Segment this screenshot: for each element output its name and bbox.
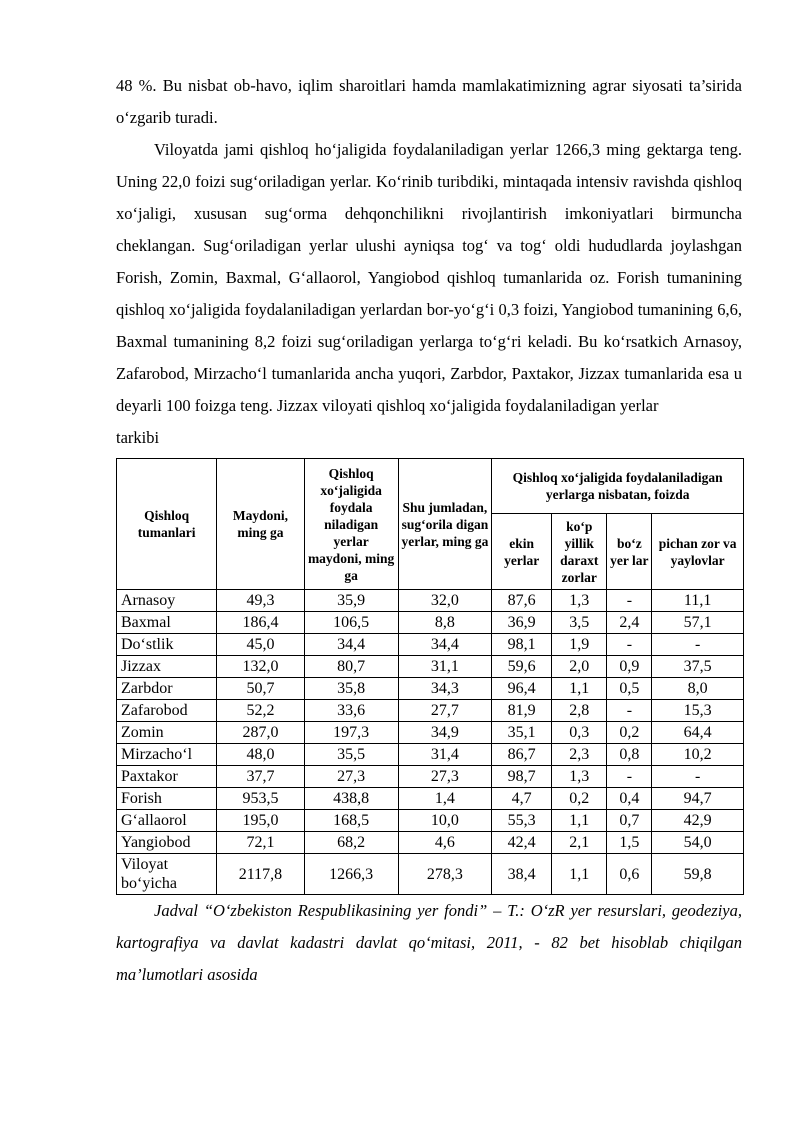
district-name-cell: Forish: [117, 788, 217, 810]
table-cell: 168,5: [304, 810, 398, 832]
table-cell: 0,9: [607, 656, 652, 678]
total-label-line1: Viloyat: [121, 856, 169, 873]
table-cell: 287,0: [217, 722, 304, 744]
district-name-cell: Jizzax: [117, 656, 217, 678]
table-cell: 34,9: [398, 722, 492, 744]
paragraph-1: 48 %. Bu nisbat ob-havo, iqlim sharoitlari hamda mamlakatimizning agrar siyosati ta’sirida o‘zgarib turadi.: [116, 76, 742, 127]
header-percent-group: Qishloq xo‘jaligida foydalaniladigan yerlarga nisbatan, foizda: [492, 459, 744, 514]
table-cell: 31,1: [398, 656, 492, 678]
table-cell: 438,8: [304, 788, 398, 810]
total-cell: 1266,3: [304, 854, 398, 895]
land-use-table: [116, 458, 744, 895]
table-cell: 0,4: [607, 788, 652, 810]
table-cell: 98,1: [492, 634, 552, 656]
table-cell: 2,8: [552, 700, 607, 722]
table-body: [117, 590, 744, 854]
total-cell: 278,3: [398, 854, 492, 895]
total-cell: 38,4: [492, 854, 552, 895]
table-cell: 27,3: [398, 766, 492, 788]
table-cell: -: [607, 700, 652, 722]
table-cell: 195,0: [217, 810, 304, 832]
table-cell: 2,0: [552, 656, 607, 678]
paragraph-2: Viloyatda jami qishloq ho‘jaligida foydalaniladigan yerlar 1266,3 ming gektarga teng. Uning 22,0 foizi sug‘oriladigan yerlar. Ko‘rinib turibdiki, mintaqada intensiv ravishda qishloq xo‘jaligi, xususan sug‘orma dehqonchilikni rivojlantirish imkoniyatlari birmuncha cheklangan. Sug‘oriladigan yerlar ulushi ayniqsa tog‘ va tog‘ oldi hududlarda joylashgan Forish, Zomin, Baxmal, G‘allaorol, Yangiobod qishloq tumanlarida oz. Forish tumanining qishloq xo‘jaligida foydalaniladigan yerlardan bor-yo‘g‘i 0,3 foizi, Yangiobod tumanining 6,6, Baxmal tumanining 8,2 foizi sug‘oriladigan yerlarga to‘g‘ri keladi. Bu ko‘rsatkich Arnasoy, Zafarobod, Mirzacho‘l tumanlarida ancha yuqori, Zarbdor, Paxtakor, Jizzax tumanlarida esa u deyarli 100 foizga teng. Jizzax viloyati qishloq xo‘jaligida foydalaniladigan yerlar: [116, 140, 742, 415]
district-name-cell: Zomin: [117, 722, 217, 744]
table-cell: -: [607, 590, 652, 612]
table-cell: 953,5: [217, 788, 304, 810]
table-total-row: [117, 854, 744, 895]
table-cell: 48,0: [217, 744, 304, 766]
table-cell: 42,9: [652, 810, 744, 832]
table-cell: 81,9: [492, 700, 552, 722]
table-cell: 34,4: [398, 634, 492, 656]
table-cell: 35,5: [304, 744, 398, 766]
district-name-cell: Zarbdor: [117, 678, 217, 700]
paragraph-2-tail: tarkibi: [116, 428, 160, 447]
district-name-cell: Baxmal: [117, 612, 217, 634]
table-row: [117, 766, 744, 788]
table-cell: 54,0: [652, 832, 744, 854]
table-cell: 52,2: [217, 700, 304, 722]
table-cell: 98,7: [492, 766, 552, 788]
table-row: [117, 678, 744, 700]
table-cell: 2,3: [552, 744, 607, 766]
table-cell: 94,7: [652, 788, 744, 810]
district-name-cell: Arnasoy: [117, 590, 217, 612]
table-cell: 186,4: [217, 612, 304, 634]
total-label: [117, 854, 217, 895]
table-cell: 34,4: [304, 634, 398, 656]
total-label-line2: bo‘yicha: [121, 875, 177, 892]
header-fallow: bo‘z yer lar: [607, 514, 652, 590]
table-cell: 49,3: [217, 590, 304, 612]
header-arable: ekin yerlar: [492, 514, 552, 590]
header-agri-area: Qishloq xo‘jaligida foydala niladigan yerlar maydoni, ming ga: [304, 459, 398, 590]
table-cell: 11,1: [652, 590, 744, 612]
table-cell: 57,1: [652, 612, 744, 634]
document-page: [116, 70, 742, 991]
table-cell: 35,1: [492, 722, 552, 744]
table-cell: 8,8: [398, 612, 492, 634]
table-cell: 0,2: [607, 722, 652, 744]
district-name-cell: G‘allaorol: [117, 810, 217, 832]
table-cell: 96,4: [492, 678, 552, 700]
table-cell: 59,6: [492, 656, 552, 678]
table-row: [117, 656, 744, 678]
table-cell: 1,5: [607, 832, 652, 854]
table-cell: 10,0: [398, 810, 492, 832]
table-cell: 4,6: [398, 832, 492, 854]
table-cell: 37,5: [652, 656, 744, 678]
table-cell: 68,2: [304, 832, 398, 854]
total-cell: 1,1: [552, 854, 607, 895]
table-cell: 1,3: [552, 766, 607, 788]
table-row: [117, 832, 744, 854]
table-cell: 2,1: [552, 832, 607, 854]
table-cell: 8,0: [652, 678, 744, 700]
table-cell: 0,7: [607, 810, 652, 832]
table-cell: -: [607, 766, 652, 788]
table-cell: 64,4: [652, 722, 744, 744]
table-cell: 80,7: [304, 656, 398, 678]
header-perennial: ko‘p yillik daraxt zorlar: [552, 514, 607, 590]
total-cell: 2117,8: [217, 854, 304, 895]
table-source-caption: Jadval “O‘zbekiston Respublikasining yer fondi” – T.: O‘zR yer resurslari, geodeziya, kartografiya va davlat kadastri davlat qo‘mitasi, 2011, - 82 bet hisoblab chiqilgan ma’lumotlari asosida: [116, 901, 742, 984]
header-irrigated: Shu jumladan, sug‘orila digan yerlar, ming ga: [398, 459, 492, 590]
district-name-cell: Zafarobod: [117, 700, 217, 722]
table-cell: 15,3: [652, 700, 744, 722]
table-cell: 2,4: [607, 612, 652, 634]
table-row: [117, 700, 744, 722]
table-cell: 55,3: [492, 810, 552, 832]
table-cell: 0,3: [552, 722, 607, 744]
district-name-cell: Do‘stlik: [117, 634, 217, 656]
district-name-cell: Yangiobod: [117, 832, 217, 854]
header-pasture: pichan zor va yaylovlar: [652, 514, 744, 590]
table-cell: -: [652, 634, 744, 656]
table-cell: 4,7: [492, 788, 552, 810]
table-cell: 35,9: [304, 590, 398, 612]
table-cell: 1,1: [552, 678, 607, 700]
district-name-cell: Mirzacho‘l: [117, 744, 217, 766]
table-cell: 1,3: [552, 590, 607, 612]
table-cell: 36,9: [492, 612, 552, 634]
table-cell: 33,6: [304, 700, 398, 722]
table-cell: 3,5: [552, 612, 607, 634]
table-cell: 1,9: [552, 634, 607, 656]
total-cell: 0,6: [607, 854, 652, 895]
table-cell: 1,4: [398, 788, 492, 810]
table-cell: -: [607, 634, 652, 656]
table-cell: 72,1: [217, 832, 304, 854]
district-name-cell: Paxtakor: [117, 766, 217, 788]
table-cell: 197,3: [304, 722, 398, 744]
total-cell: 59,8: [652, 854, 744, 895]
table-cell: 31,4: [398, 744, 492, 766]
table-cell: 27,7: [398, 700, 492, 722]
table-cell: 50,7: [217, 678, 304, 700]
table-cell: 86,7: [492, 744, 552, 766]
table-row: [117, 590, 744, 612]
table-cell: 87,6: [492, 590, 552, 612]
header-area: Maydoni, ming ga: [217, 459, 304, 590]
table-cell: 42,4: [492, 832, 552, 854]
table-cell: 1,1: [552, 810, 607, 832]
table-row: [117, 612, 744, 634]
table-cell: 32,0: [398, 590, 492, 612]
table-cell: 37,7: [217, 766, 304, 788]
table-cell: 0,8: [607, 744, 652, 766]
table-row: [117, 634, 744, 656]
header-district: Qishloq tumanlari: [117, 459, 217, 590]
table-row: [117, 722, 744, 744]
table-cell: 34,3: [398, 678, 492, 700]
table-cell: 35,8: [304, 678, 398, 700]
table-cell: 45,0: [217, 634, 304, 656]
table-cell: 27,3: [304, 766, 398, 788]
table-row: [117, 810, 744, 832]
table-cell: 10,2: [652, 744, 744, 766]
table-cell: 0,5: [607, 678, 652, 700]
table-row: [117, 788, 744, 810]
table-cell: 0,2: [552, 788, 607, 810]
table-cell: -: [652, 766, 744, 788]
table-row: [117, 744, 744, 766]
table-cell: 106,5: [304, 612, 398, 634]
table-cell: 132,0: [217, 656, 304, 678]
